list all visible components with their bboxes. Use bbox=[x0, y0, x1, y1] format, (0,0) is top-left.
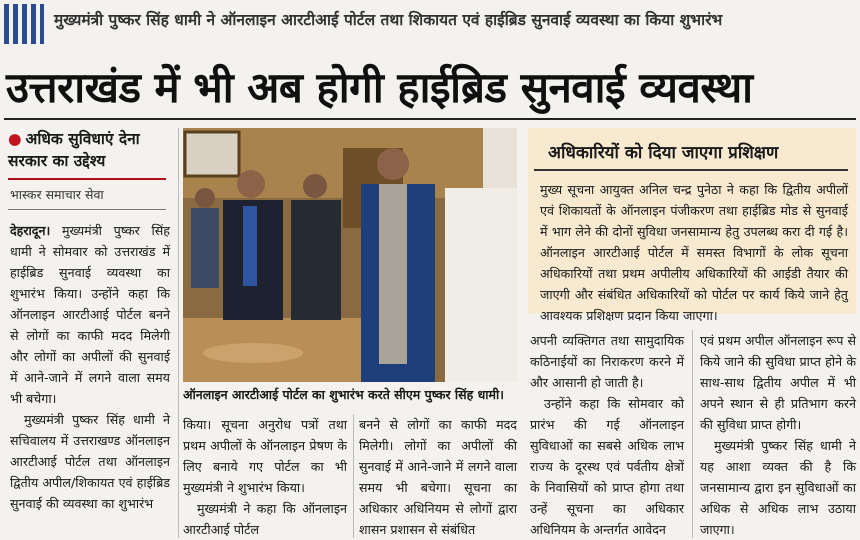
kicker-headline: मुख्यमंत्री पुष्कर सिंह धामी ने ऑनलाइन आरटीआई पोर्टल तथा शिकायत एवं हाईब्रिड सुनवाई व्यवस्था का किया शुभारंभ bbox=[54, 11, 723, 29]
byline-credit: भास्कर समाचार सेवा bbox=[10, 187, 104, 202]
middle-col1-para-1: किया। सूचना अनुरोध पत्रों तथा प्रथम अपीलों के ऑनलाइन प्रेषण के लिए बनाये गए पोर्टल का भी मुख्यमंत्री ने शुभारंभ किया। bbox=[183, 417, 347, 495]
masthead-stripe bbox=[4, 4, 44, 44]
left-para-1: मुख्यमंत्री पुष्कर सिंह धामी ने सोमवार को उत्तराखंड में हाईब्रिड सुनवाई व्यवस्था का शुभारंभ किया। उन्होंने कहा कि ऑनलाइन आरटीआई पोर्टल बनने से लोगों का काफी मदद मिलेगी और लोगों का अपीलों की सुनवाई में आने-जाने में लगने वाला समय भी बचेगा। bbox=[10, 223, 170, 406]
bullet-icon: ● bbox=[8, 130, 22, 148]
right-col-1 bbox=[530, 330, 684, 540]
column-divider bbox=[178, 128, 179, 538]
right-col1-para-1: अपनी व्यक्तिगत तथा सामुदायिक कठिनाईयों का निराकरण करने में और आसानी हो जाती है। bbox=[530, 333, 684, 390]
box-text: मुख्य सूचना आयुक्त अनिल चन्द्र पुनेठा ने कहा कि द्वितीय अपीलों एवं शिकायतों के ऑनलाइन पंजीकरण तथा हाईब्रिड मोड से सुनवाई में भाग लेने की दोनों सुविधा जनसामान्य हेतु उपलब्ध करा दी गई है। ऑनलाइन आरटीआई पोर्टल में समस्त विभागों के लोक सूचना अधिकारियों तथा प्रथम अपीलीय अधिकारियों की आईडी तैयार की जाएगी और संबंधित अधिकारियों को पोर्टल पर कार्य किये जाने हेतु आवश्यक प्रशिक्षण प्रदान किया जाएगा। bbox=[540, 182, 848, 323]
left-column bbox=[4, 124, 174, 538]
middle-col1-para-2: मुख्यमंत्री ने कहा कि ऑनलाइन आरटीआई पोर्टल bbox=[183, 501, 347, 537]
left-body bbox=[10, 220, 170, 514]
subhead: ● अधिक सुविधाएं देना सरकार का उद्देश्य bbox=[8, 130, 140, 170]
headline-rule bbox=[4, 118, 856, 120]
middle-col-2 bbox=[359, 414, 517, 540]
left-para-2: मुख्यमंत्री पुष्कर सिंह धामी ने सचिवालय में उत्तराखण्ड ऑनलाइन आरटीआई पोर्टल तथा ऑनलाइन द्वितीय अपील/शिकायत एवं हाईब्रिड सुनवाई की व्यवस्था का शुभारंभ bbox=[10, 412, 170, 511]
box-title: अधिकारियों को दिया जाएगा प्रशिक्षण bbox=[534, 128, 848, 171]
photo-caption: ऑनलाइन आरटीआई पोर्टल का शुभारंभ करते सीएम पुष्कर सिंह धामी। bbox=[183, 387, 504, 402]
sidebar-box bbox=[528, 128, 856, 323]
credit-rule bbox=[8, 209, 166, 210]
right-col2-para-1: एवं प्रथम अपील ऑनलाइन रूप से किये जाने की सुविधा प्राप्त होने के साथ-साथ द्वितीय अपील में भी अपने स्थान से ही प्रतिभाग करने की सुविधा प्राप्त होगी। bbox=[700, 333, 856, 432]
dateline: देहरादून। bbox=[10, 223, 51, 238]
middle-col2-para-1: बनने से लोगों का काफी मदद मिलेगी। लोगों का अपीलों की सुनवाई में आने-जाने में लगने वाला समय भी बचेगा। सूचना का अधिकार अधिनियम से लोगों द्वारा शासन प्रशासन से संबंधित bbox=[359, 417, 517, 537]
right-col1-para-2: उन्होंने कहा कि सोमवार को प्रारंभ की गई ऑनलाइन सुविधाओं का सबसे अधिक लाभ राज्य के दूरस्थ एवं पर्वतीय क्षेत्रों के निवासियों को प्राप्त होगा तथा उन्हें सूचना का अधिकार अधिनियम के अन्तर्गत आवेदन bbox=[530, 396, 684, 537]
middle-divider bbox=[353, 414, 354, 538]
middle-col-1 bbox=[183, 414, 347, 540]
main-headline: उत्तराखंड में भी अब होगी हाईब्रिड सुनवाई व्यवस्था bbox=[6, 63, 753, 112]
right-divider bbox=[692, 330, 693, 538]
right-col-2 bbox=[700, 330, 856, 540]
news-photo bbox=[183, 128, 517, 382]
right-col2-para-2: मुख्यमंत्री पुष्कर सिंह धामी ने यह आशा व्यक्त की है कि जनसामान्य द्वारा इन सुविधाओं का अधिक से अधिक लाभ उठाया जाएगा। bbox=[700, 438, 856, 537]
subhead-rule bbox=[8, 178, 166, 180]
